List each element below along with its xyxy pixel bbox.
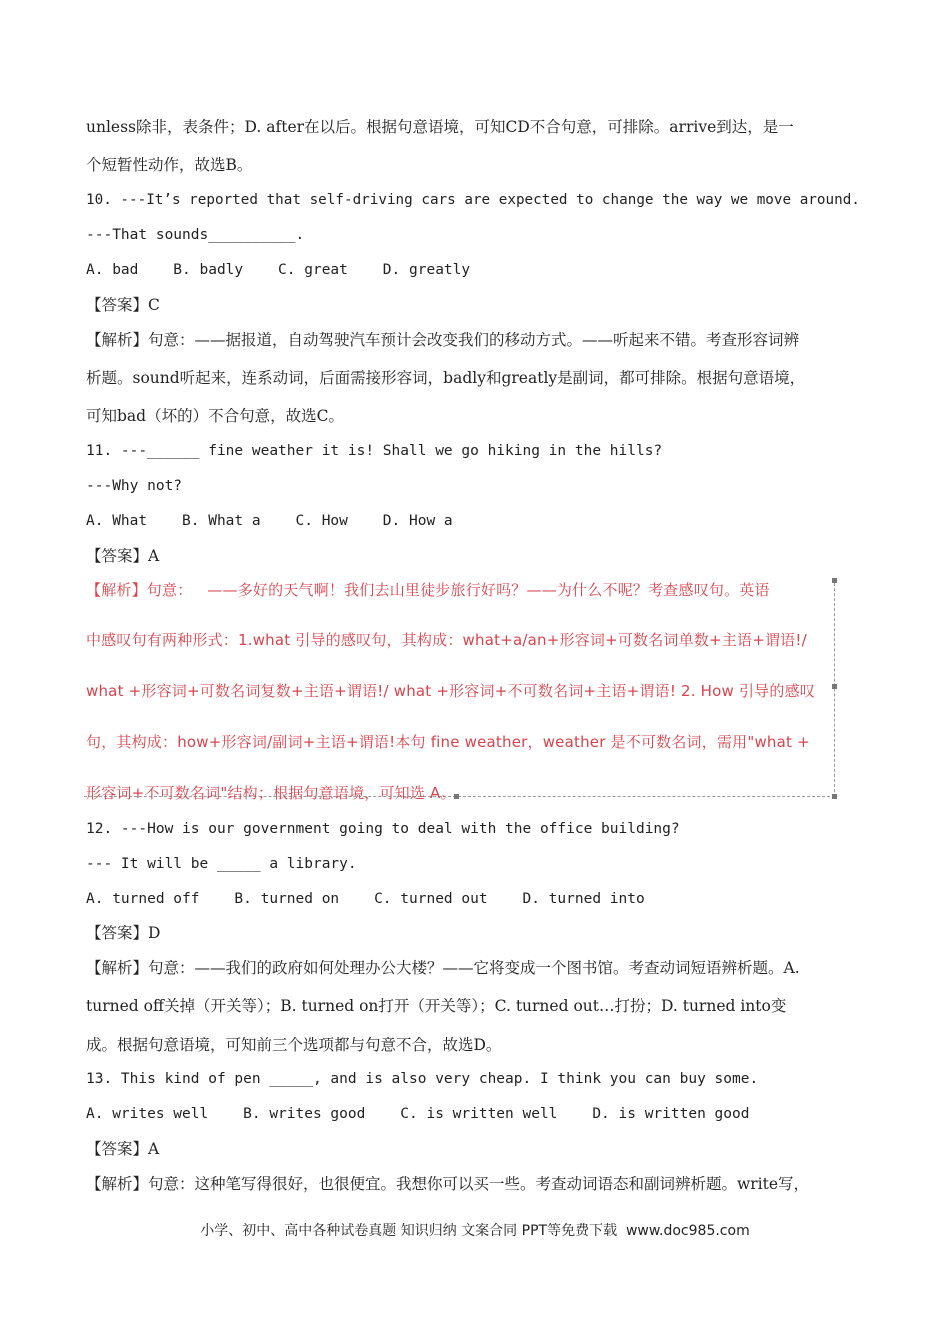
question-13: 13. This kind of pen _____, and is also very cheap. I think you can buy some. <box>86 1071 759 1087</box>
answer-line: 【答案】C <box>86 296 160 314</box>
resize-handle[interactable] <box>832 578 837 583</box>
analysis-image-line: what +形容词+可数名词复数+主语+谓语!/ what +形容词+不可数名词+主语+谓语! 2. How 引导的感叹 <box>86 682 815 700</box>
analysis-image-line: 中感叹句有两种形式：1.what 引导的感叹句，其构成：what+a/an+形容词+可数名词单数+主语+谓语!/ <box>86 631 807 649</box>
text-line: 成。根据句意语境，可知前三个选项都与句意不合，故选D。 <box>86 1036 502 1054</box>
answer-line: 【答案】A <box>86 547 160 565</box>
question-10: 10. ---It’s reported that self-driving cars are expected to change the way we move around. <box>86 192 860 208</box>
options-line: A. What B. What a C. How D. How a <box>86 513 453 529</box>
options-line: A. turned off B. turned on C. turned out D. turned into <box>86 891 645 907</box>
text-line: 可知bad（坏的）不合句意，故选C。 <box>86 407 344 425</box>
question-12: 12. ---How is our government going to deal with the office building? <box>86 821 680 837</box>
options-line: A. bad B. badly C. great D. greatly <box>86 262 471 278</box>
analysis-image-line: 句，其构成：how+形容词/副词+主语+谓语!本句 fine weather，weather 是不可数名词，需用"what + <box>86 733 810 751</box>
options-line: A. writes well B. writes good C. is written well D. is written good <box>86 1106 750 1122</box>
text-line: --- It will be _____ a library. <box>86 856 357 872</box>
text-line: turned off关掉（开关等）；B. turned on打开（开关等）；C. turned out…打扮；D. turned into变 <box>86 997 787 1015</box>
analysis-line: 【解析】句意：——我们的政府如何处理办公大楼？——它将变成一个图书馆。考查动词短语辨析题。A. <box>86 959 800 977</box>
page-footer: 小学、初中、高中各种试卷真题 知识归纳 文案合同 PPT等免费下载 www.doc985.com <box>200 1223 750 1239</box>
answer-line: 【答案】A <box>86 1140 160 1158</box>
analysis-image-line: 形容词+不可数名词"结构；根据句意语境，可知选 A。 <box>86 784 456 802</box>
text-line: 个短暂性动作，故选B。 <box>86 156 253 174</box>
analysis-line: 【解析】句意：——据报道，自动驾驶汽车预计会改变我们的移动方式。——听起来不错。考查形容词辨 <box>86 331 800 349</box>
analysis-line: 【解析】句意：这种笔写得很好，也很便宜。我想你可以买一些。考查动词语态和副词辨析题。write写， <box>86 1175 810 1193</box>
analysis-image-line: 【解析】句意： ——多好的天气啊！我们去山里徒步旅行好吗？——为什么不呢？考查感叹句。英语 <box>86 581 770 599</box>
answer-line: 【答案】D <box>86 924 161 942</box>
text-line: ---Why not? <box>86 478 183 494</box>
question-11: 11. ---______ fine weather it is! Shall we go hiking in the hills? <box>86 443 663 459</box>
text-line: 析题。sound听起来，连系动词，后面需接形容词，badly和greatly是副词，都可排除。根据句意语境， <box>86 369 806 387</box>
text-line: ---That sounds__________. <box>86 227 305 243</box>
resize-handle[interactable] <box>832 684 837 689</box>
text-line: unless除非，表条件；D. after在以后。根据句意语境，可知CD不合句意，可排除。arrive到达，是一 <box>86 118 794 136</box>
resize-handle[interactable] <box>832 794 837 799</box>
